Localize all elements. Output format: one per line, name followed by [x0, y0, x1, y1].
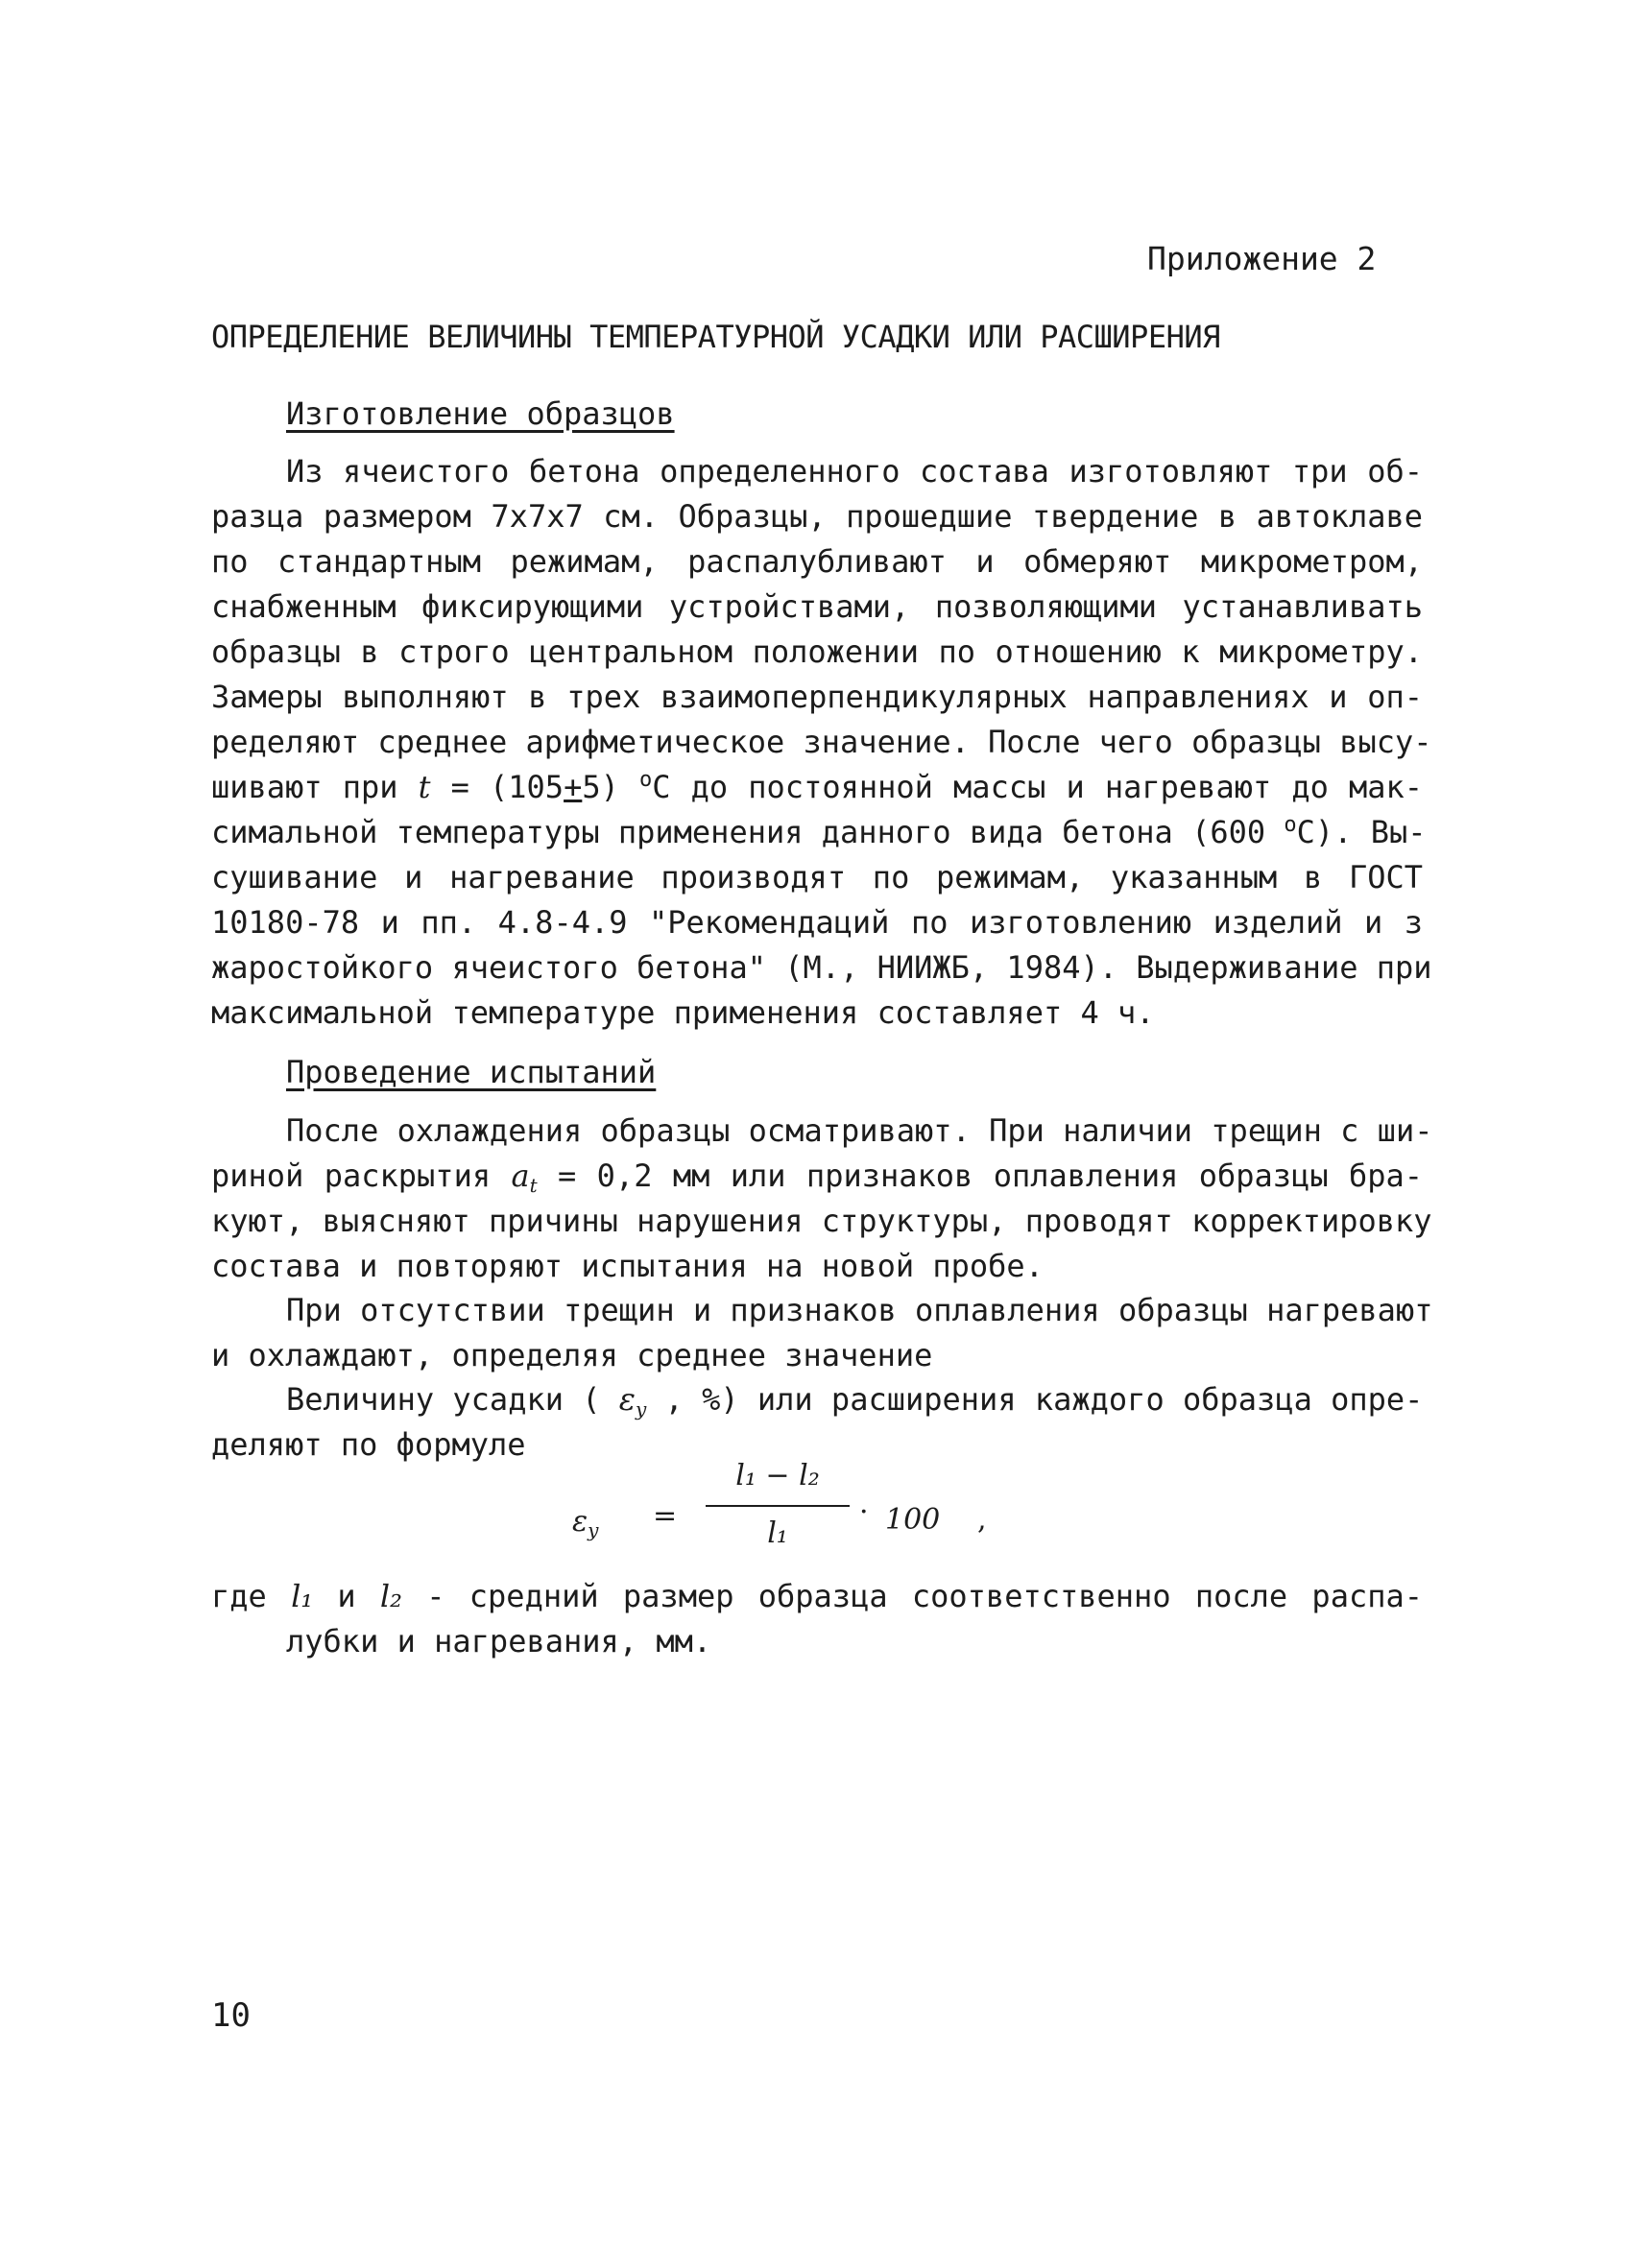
- text-line: куют, выясняют причины нарушения структуры, проводят корректировку: [211, 1203, 1432, 1239]
- text-line: Замеры выполняют в трех взаимоперпендикулярных направлениях и оп-: [211, 679, 1423, 715]
- text-line: После охлаждения образцы осматривают. При наличии трещин с ши-: [286, 1112, 1433, 1149]
- testing-paragraph-no-cracks: [211, 1288, 1433, 1378]
- formula-lhs: $\varepsilon_y$: [572, 1505, 599, 1541]
- formula-dot: ·: [859, 1495, 869, 1529]
- text-line: деляют по формуле: [211, 1426, 526, 1463]
- text-line: снабженным фиксирующими устройствами, позволяющими устанавливать: [211, 588, 1423, 625]
- testing-paragraph-inspection: [211, 1109, 1433, 1289]
- text-line: состава и повторяют испытания на новой пробе.: [211, 1248, 1044, 1284]
- section-heading-testing: Проведение испытаний: [286, 1054, 657, 1090]
- text-line: ределяют среднее арифметическое значение. После чего образцы высу-: [211, 724, 1432, 760]
- text-line: Из ячеистого бетона определенного состава изготовляют три об-: [286, 453, 1423, 489]
- formula-factor: 100: [885, 1503, 941, 1537]
- formula-legend: [211, 1574, 1423, 1664]
- legend-line: лубки и нагревания, мм.: [286, 1623, 712, 1659]
- fraction-bar: [706, 1505, 850, 1507]
- legend-line: где l₁ и l₂ - средний размер образца соответственно после распа-: [211, 1578, 1424, 1614]
- shrinkage-formula: [566, 1459, 1008, 1564]
- formula-denominator: l₁: [767, 1516, 788, 1550]
- text-line: 10180-78 и пп. 4.8-4.9 "Рекомендаций по изготовлению изделий и з: [211, 904, 1423, 941]
- text-line-crack-width: риной раскрытия $a_t = 0,2$ мм или признаков оплавления образцы бра-: [211, 1158, 1424, 1197]
- text-line-max-temperature: симальной температуры применения данного вида бетона (600 $^о$С). Вы-: [211, 813, 1427, 850]
- section-heading-specimens: Изготовление образцов: [286, 395, 675, 432]
- temperature-variable: t: [418, 769, 431, 805]
- text-line-shrinkage: Величину усадки ( $\varepsilon_y$ , %) или расширения каждого образца опре-: [286, 1381, 1424, 1420]
- testing-paragraph-shrinkage: [211, 1377, 1423, 1468]
- formula-comma: ,: [977, 1503, 987, 1537]
- shrinkage-variable: ε: [618, 1381, 636, 1418]
- specimens-paragraph: [211, 449, 1432, 1036]
- formula-numerator: l₁ − l₂: [735, 1459, 820, 1492]
- text-line: сушивание и нагревание производят по режимам, указанным в ГОСТ: [211, 859, 1423, 895]
- text-line: по стандартным режимам, распалубливают и обмеряют микрометром,: [211, 543, 1423, 580]
- appendix-label: Приложение 2: [1147, 240, 1377, 277]
- crack-width-variable: a: [511, 1158, 530, 1194]
- text-line: образцы в строго центральном положении по отношению к микрометру.: [211, 633, 1423, 670]
- text-line: разца размером 7х7х7 см. Образцы, прошедшие твердение в автоклаве: [211, 498, 1423, 535]
- text-line-temperature: шивают при t = (105+5) $^о$С до постоянной массы и нагревают до мак-: [211, 768, 1424, 805]
- formula-equals: =: [653, 1499, 678, 1533]
- page-title: ОПРЕДЕЛЕНИЕ ВЕЛИЧИНЫ ТЕМПЕРАТУРНОЙ УСАДКИ ИЛИ РАСШИРЕНИЯ: [211, 319, 1220, 355]
- page-number: 10: [211, 1996, 251, 2035]
- text-line: При отсутствии трещин и признаков оплавления образцы нагревают: [286, 1292, 1433, 1328]
- text-line: максимальной температуре применения составляет 4 ч.: [211, 994, 1155, 1031]
- text-line: и охлаждают, определяя среднее значение: [211, 1337, 933, 1373]
- text-line: жаростойкого ячеистого бетона" (М., НИИЖБ, 1984). Выдерживание при: [211, 949, 1432, 986]
